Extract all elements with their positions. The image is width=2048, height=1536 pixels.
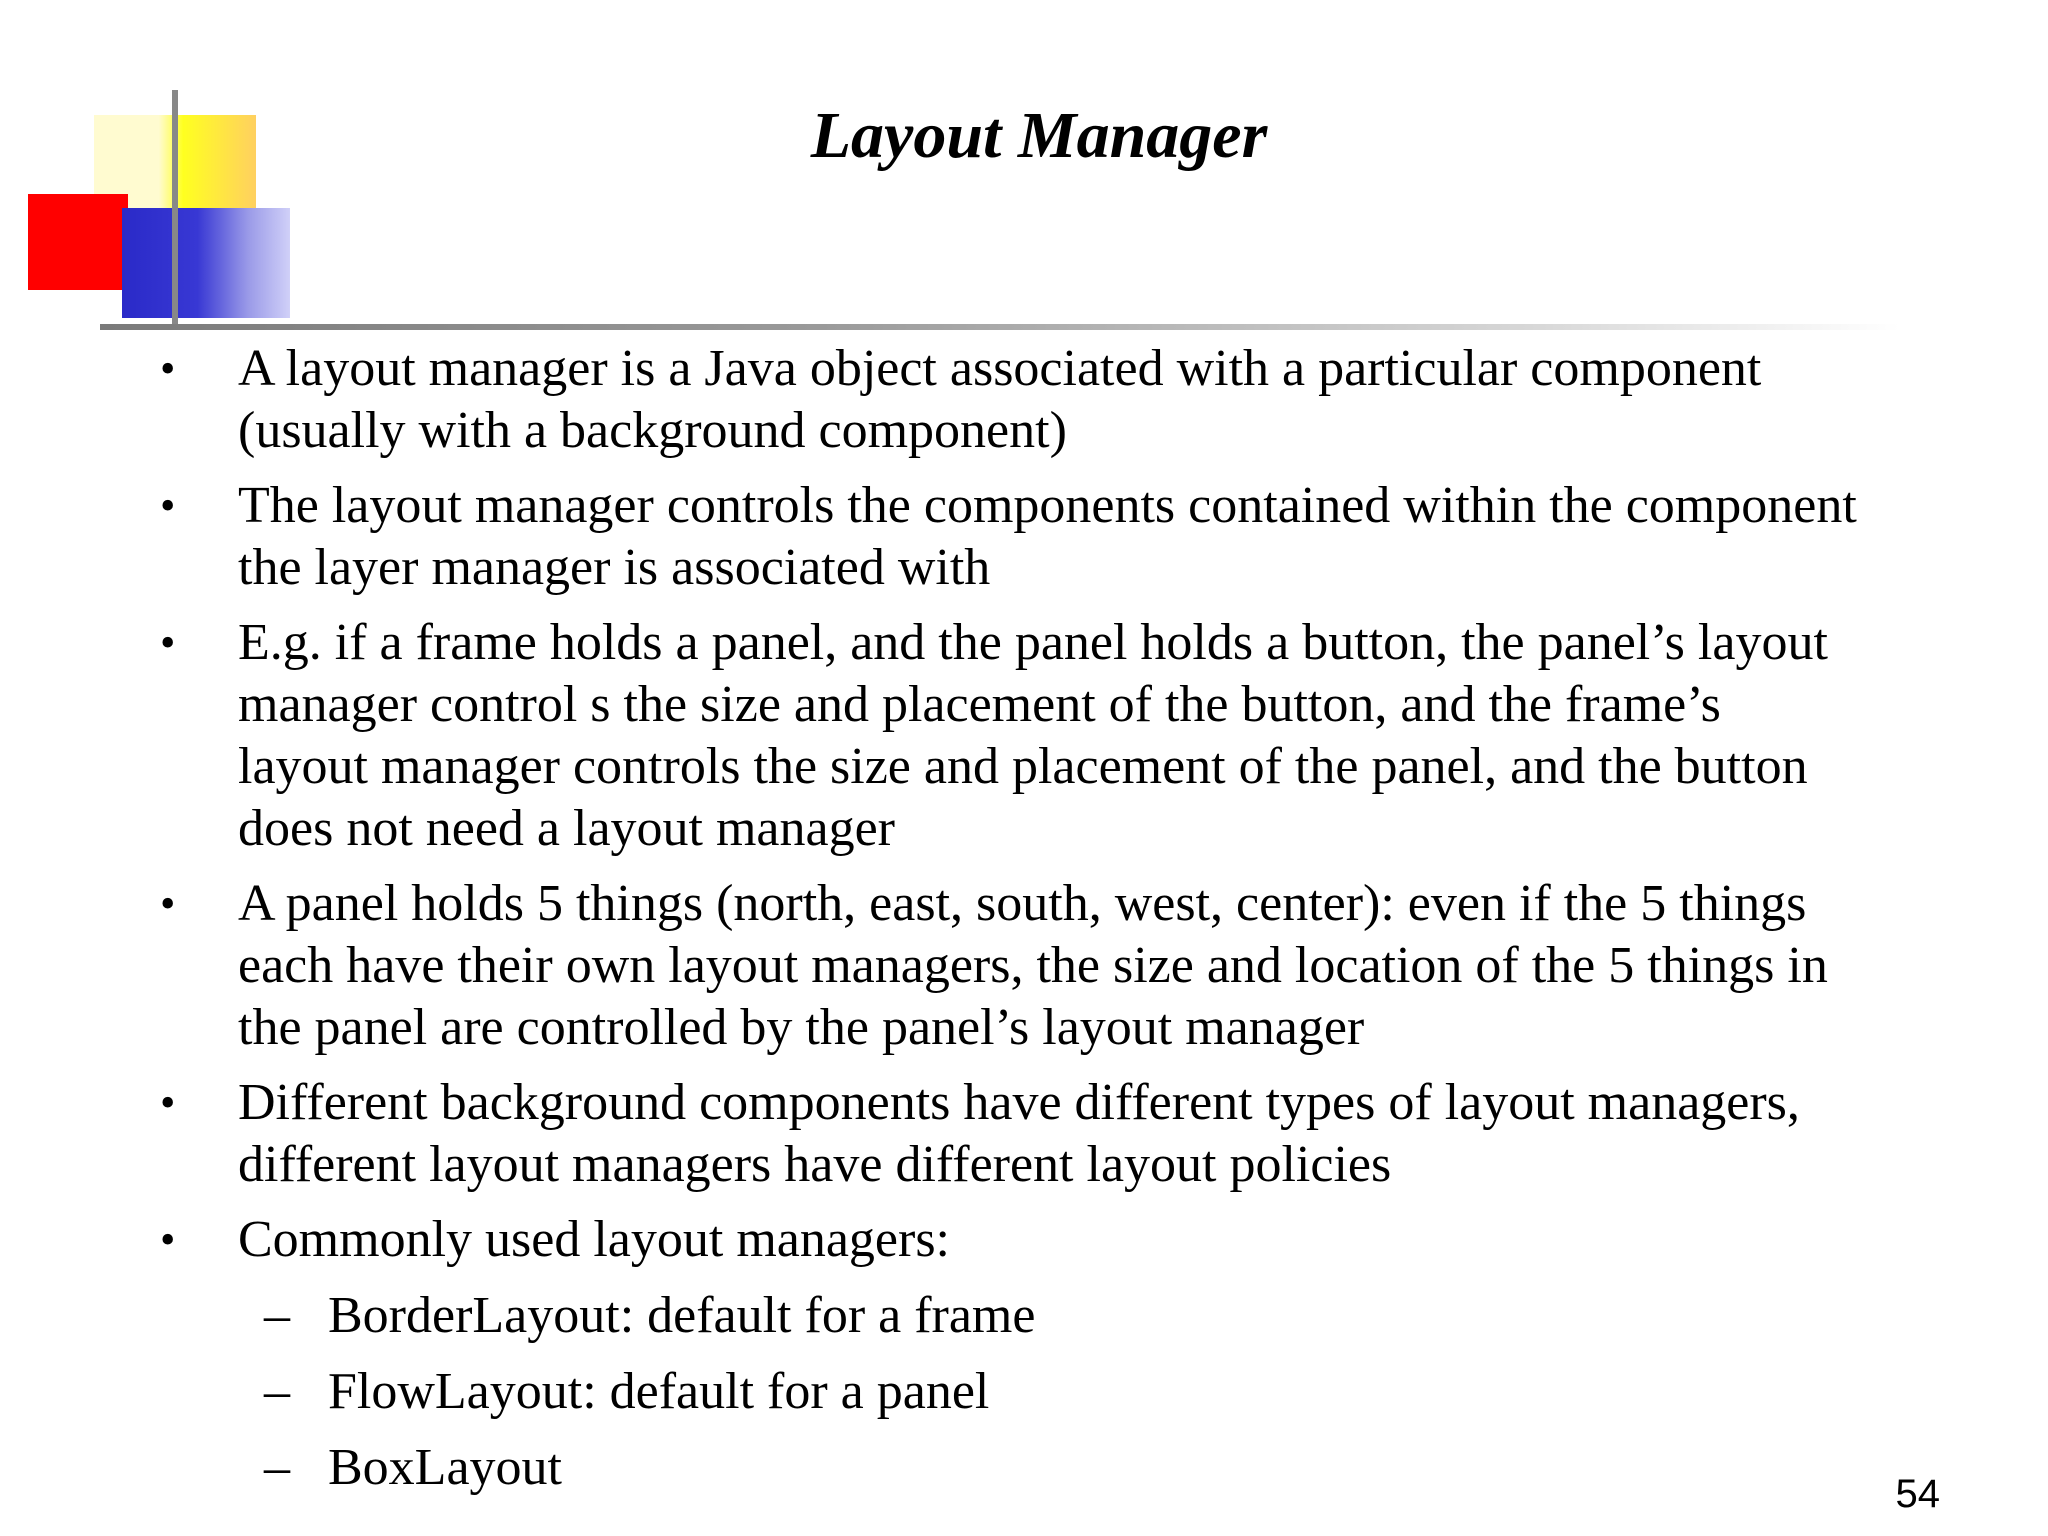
logo-blue-square [122, 208, 290, 318]
bullet-item [0, 475, 2048, 599]
sub-bullet-dash: – [264, 1363, 290, 1420]
bullet-text: The layout manager controls the components contained within the component the layer manager is associated with [238, 477, 1857, 596]
bullet-list [0, 338, 2048, 1513]
bullet-item [0, 1072, 2048, 1196]
bullet-dot: • [160, 344, 176, 393]
sub-bullet-list [0, 1285, 2048, 1499]
bullet-item [0, 873, 2048, 1059]
bullet-dot: • [160, 879, 176, 928]
bullet-text: A layout manager is a Java object associated with a particular component (usually with a background component) [238, 340, 1762, 459]
bullet-dot: • [160, 481, 176, 530]
title-horizontal-rule [100, 324, 1900, 330]
sub-bullet-text: BorderLayout: default for a frame [328, 1287, 1036, 1344]
bullet-item [0, 338, 2048, 462]
bullet-item [0, 1209, 2048, 1499]
bullet-text: E.g. if a frame holds a panel, and the panel holds a button, the panel’s layout manager control s the size and placement of the button, and the frame’s layout manager controls the size and placement of the panel, and the button does not need a layout manager [238, 614, 1828, 857]
sub-bullet-item [0, 1361, 2048, 1423]
sub-bullet-dash: – [264, 1439, 290, 1496]
bullet-text: A panel holds 5 things (north, east, south, west, center): even if the 5 things each have their own layout managers, the size and location of the 5 things in the panel are controlled by the panel’s layout manager [238, 875, 1828, 1056]
bullet-dot: • [160, 1078, 176, 1127]
sub-bullet-dash: – [264, 1287, 290, 1344]
bullet-text: Commonly used layout managers: [238, 1211, 951, 1268]
logo-red-square [28, 194, 128, 290]
page-number: 54 [1895, 1472, 1940, 1516]
sub-bullet-text: FlowLayout: default for a panel [328, 1363, 990, 1420]
bullet-item [0, 612, 2048, 860]
bullet-text: Different background components have different types of layout managers, different layout managers have different layout policies [238, 1074, 1800, 1193]
sub-bullet-text: BoxLayout [328, 1439, 562, 1496]
slide-title: Layout Manager [810, 99, 1268, 172]
sub-bullet-item [0, 1437, 2048, 1499]
sub-bullet-item [0, 1285, 2048, 1347]
bullet-dot: • [160, 1215, 176, 1264]
bullet-dot: • [160, 618, 176, 667]
